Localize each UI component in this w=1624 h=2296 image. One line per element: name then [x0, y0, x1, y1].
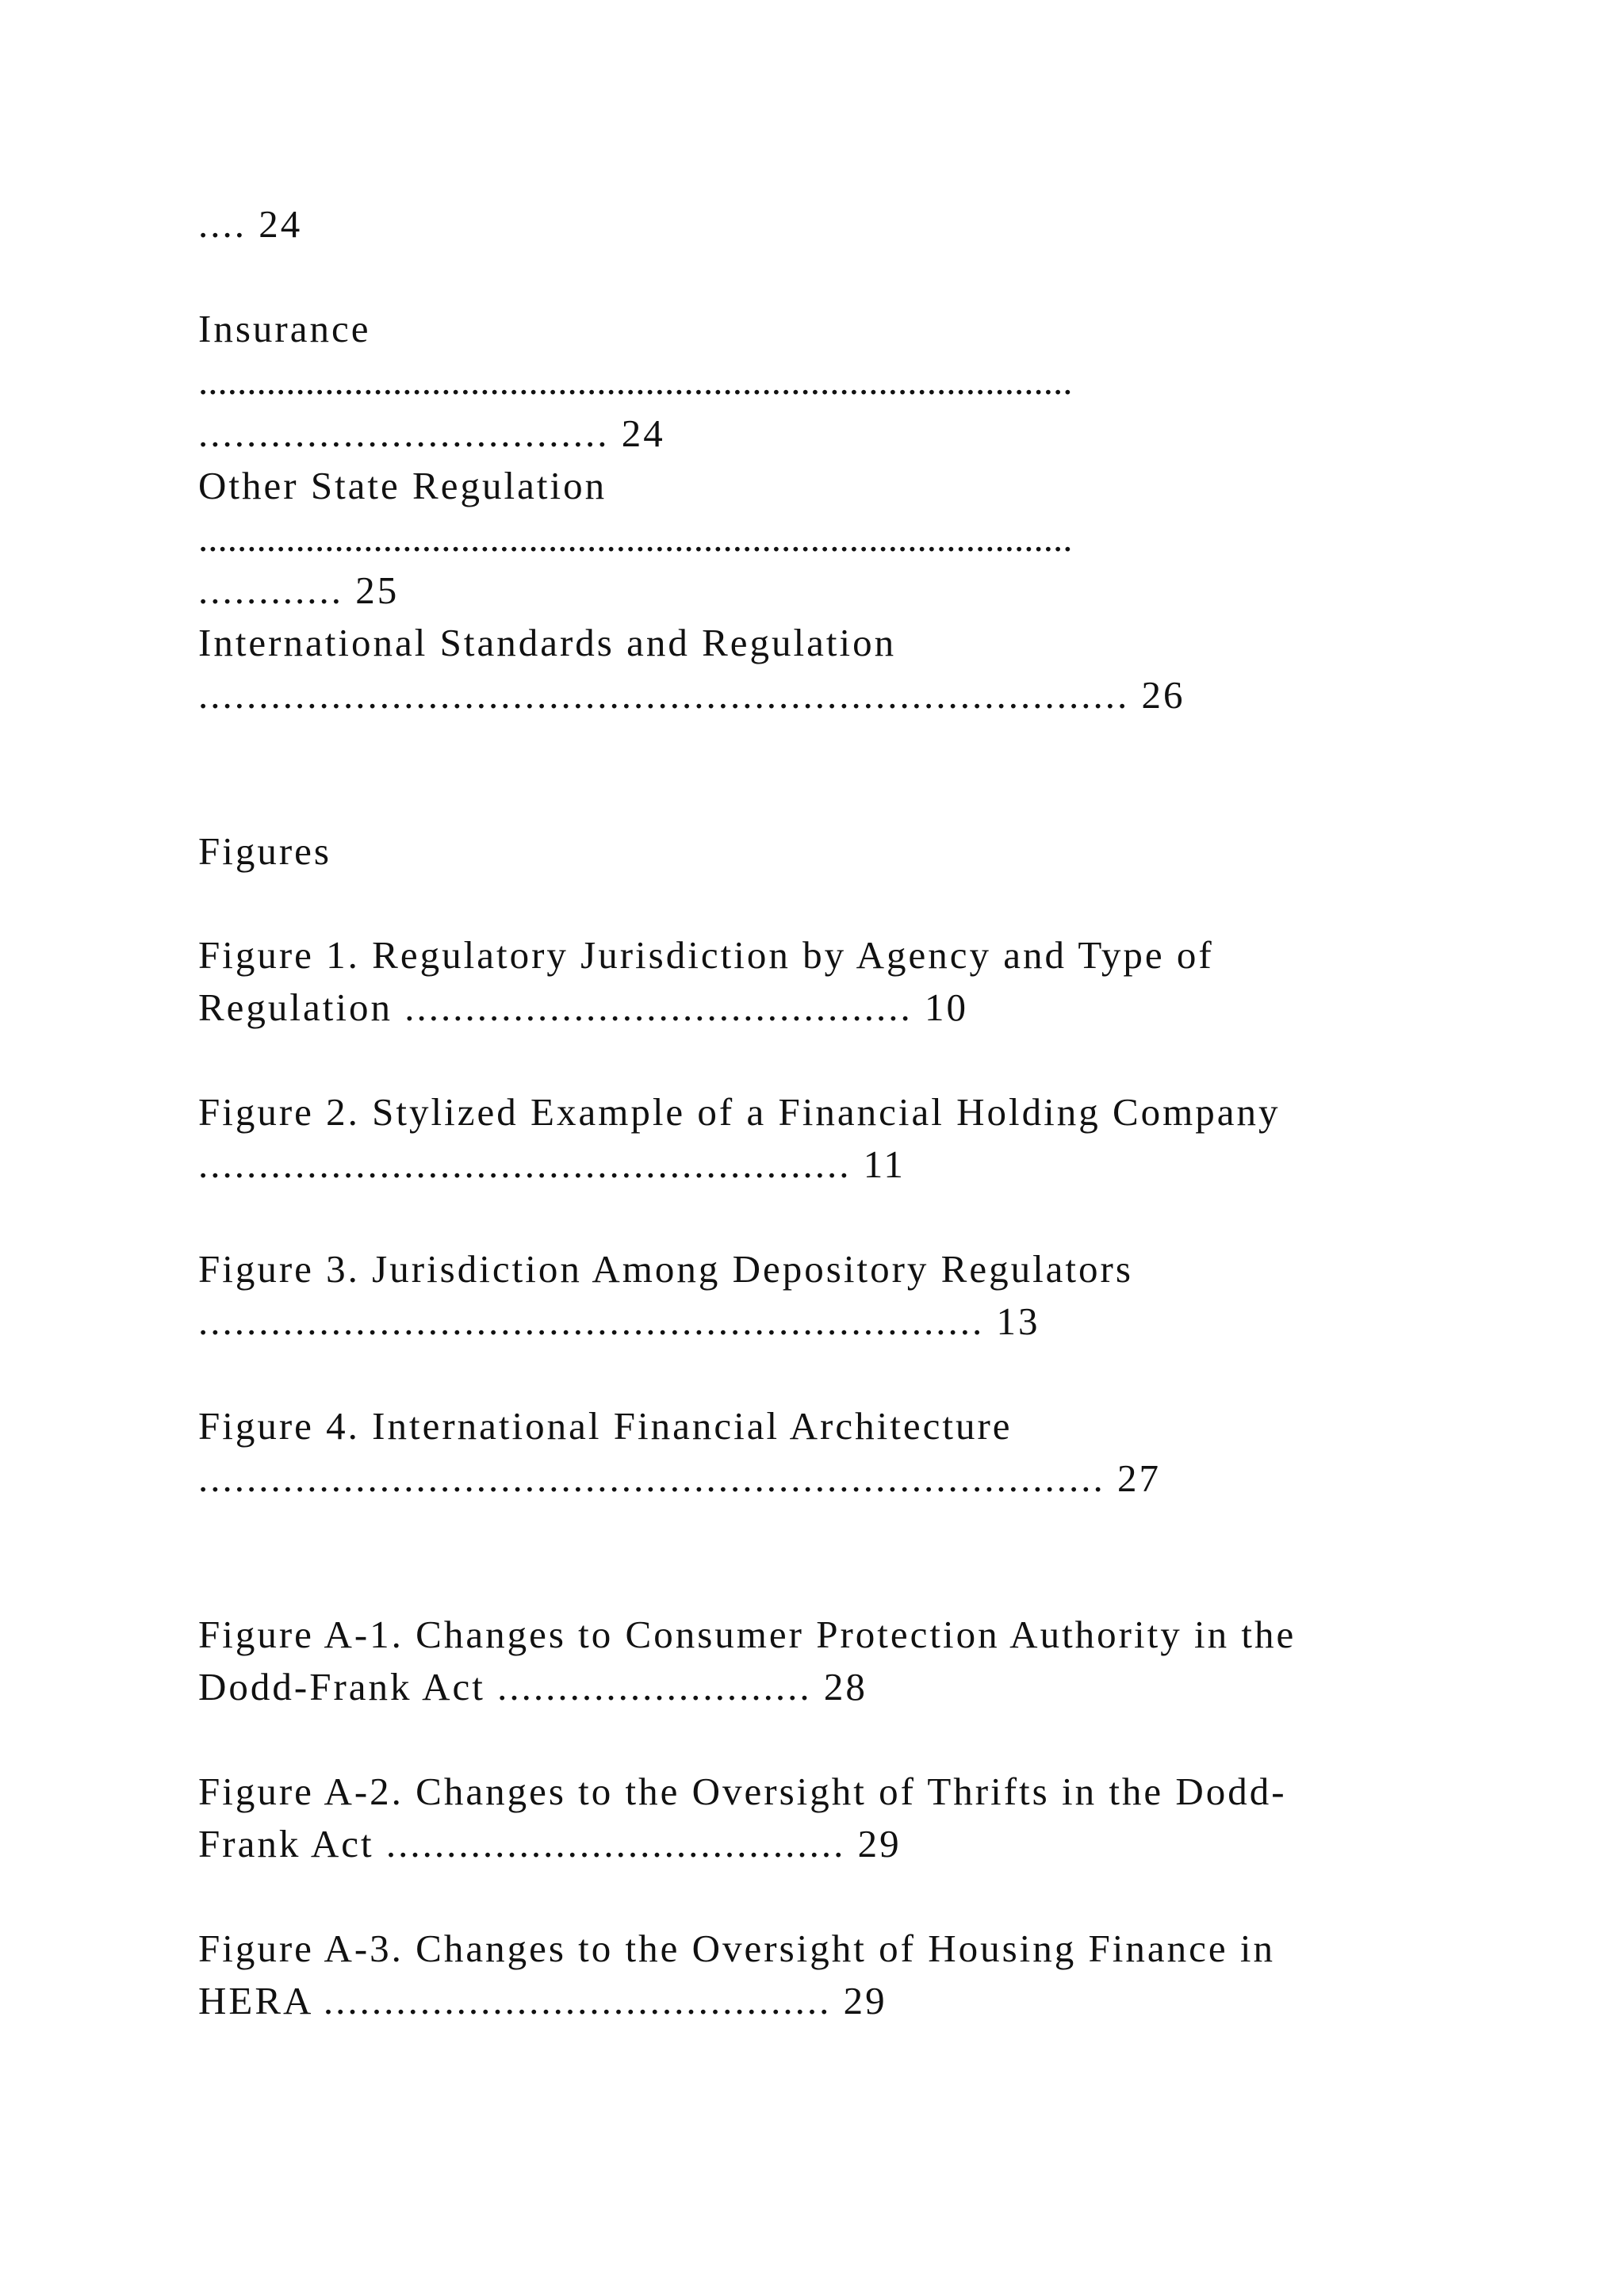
figure-2-page: ...................................................... 11: [198, 1142, 906, 1186]
figure-4-page: ........................................................................... 27: [198, 1456, 1161, 1500]
toc-entry-other-state-page: ............ 25: [198, 568, 400, 612]
toc-entry-other-state-title: Other State Regulation: [198, 464, 607, 507]
toc-entry-international-page: ............................................................................. 26: [198, 673, 1185, 717]
figure-a1-page: Dodd-Frank Act .......................... 28: [198, 1665, 868, 1709]
figure-a1-title: Figure A-1. Changes to Consumer Protection Authority in the: [198, 1613, 1297, 1656]
figure-2-title: Figure 2. Stylized Example of a Financial Holding Company: [198, 1090, 1281, 1134]
figure-3-page: ................................................................. 13: [198, 1299, 1040, 1343]
toc-entry-other-state-leader: ..........................................................................................: [198, 516, 1073, 560]
figure-1-page: Regulation .......................................... 10: [198, 985, 969, 1029]
figure-3-title: Figure 3. Jurisdiction Among Depository Regulators: [198, 1247, 1133, 1291]
toc-entry-international-title: International Standards and Regulation: [198, 621, 897, 664]
figure-4-title: Figure 4. International Financial Architecture: [198, 1404, 1013, 1448]
toc-continuation-page: .... 24: [198, 202, 303, 246]
toc-entry-insurance-title: Insurance: [198, 307, 371, 350]
figure-a3-page: HERA .......................................... 29: [198, 1979, 887, 2022]
figure-1-title: Figure 1. Regulatory Jurisdiction by Agency and Type of: [198, 933, 1214, 977]
figures-heading: Figures: [198, 829, 331, 873]
figure-a2-page: Frank Act ...................................... 29: [198, 1822, 902, 1866]
figure-a2-title: Figure A-2. Changes to the Oversight of Thrifts in the Dodd-: [198, 1770, 1287, 1813]
figure-a3-title: Figure A-3. Changes to the Oversight of Housing Finance in: [198, 1927, 1276, 1970]
toc-entry-insurance-page: .................................. 24: [198, 411, 665, 455]
toc-entry-insurance-leader: ..........................................................................................: [198, 359, 1073, 403]
